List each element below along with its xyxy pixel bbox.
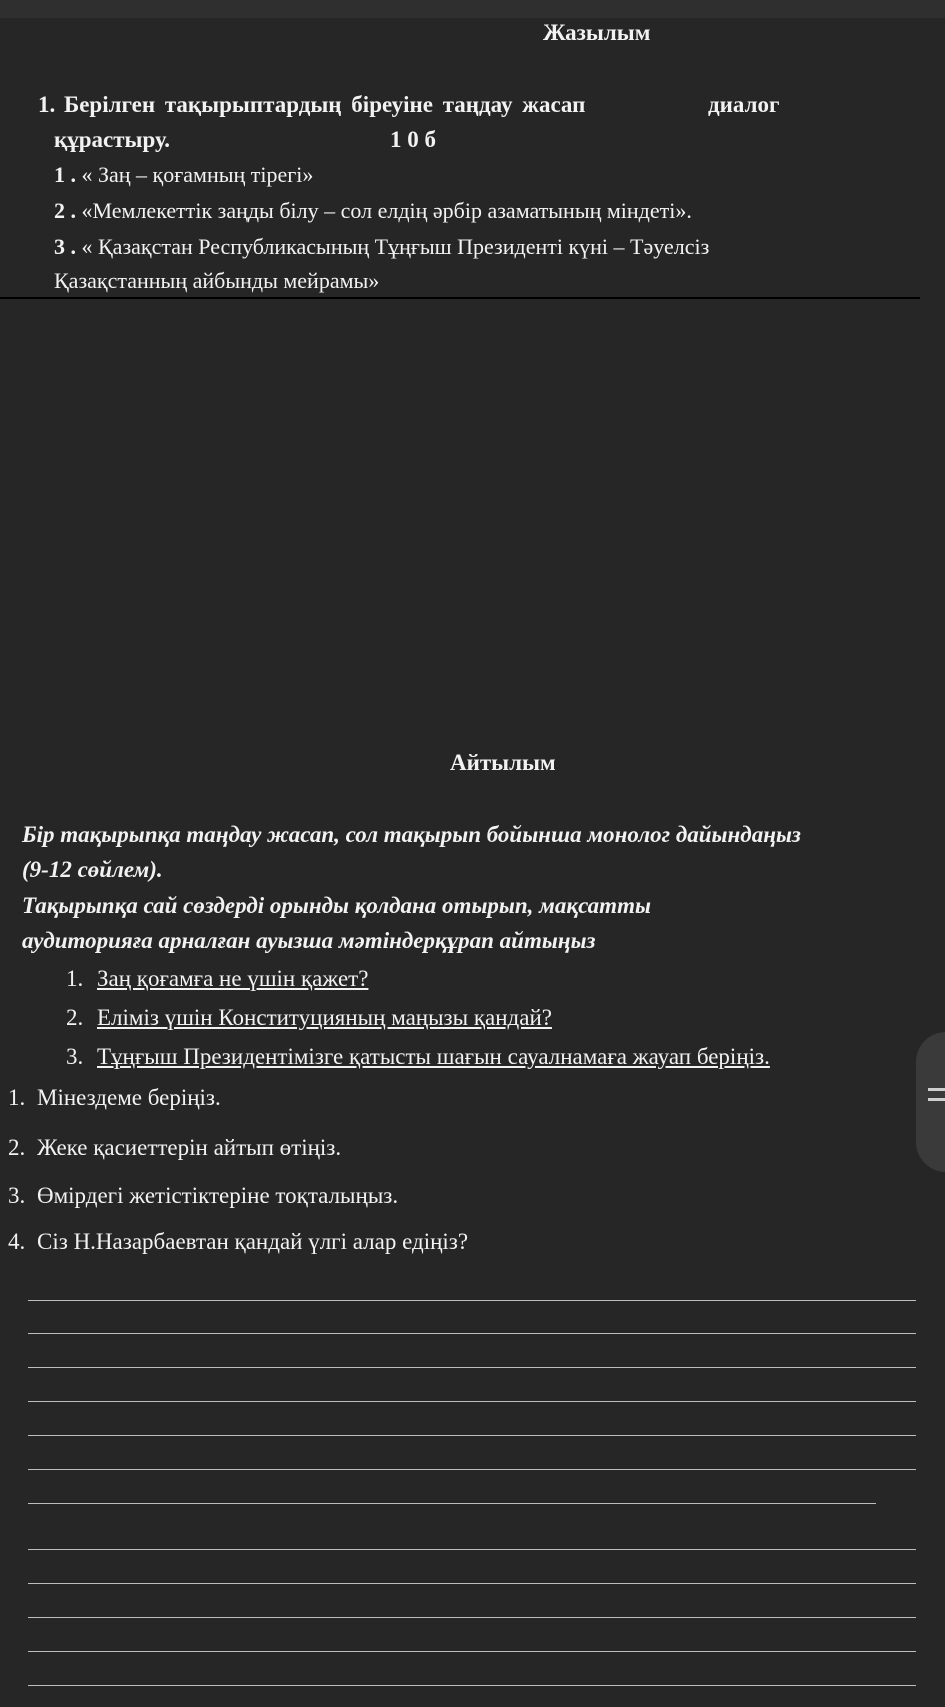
answer-line xyxy=(28,1367,916,1368)
sub-question-3 xyxy=(8,1183,398,1209)
instruction-line-2: (9-12 сөйлем). xyxy=(22,857,163,882)
question-number: 2. xyxy=(66,1005,84,1030)
answer-line xyxy=(28,1503,876,1504)
sub-question-text: Мінездеме беріңіз. xyxy=(37,1085,221,1110)
sub-question-1 xyxy=(8,1085,221,1111)
topic-item-1 xyxy=(54,162,313,188)
score: 1 0 б xyxy=(390,127,436,152)
topic-item-2 xyxy=(54,198,692,224)
task-text-line2: құрастыру. xyxy=(54,127,170,152)
answer-line xyxy=(28,1435,916,1436)
section-divider xyxy=(0,297,920,299)
question-number: 1. xyxy=(66,966,84,991)
question-item-1 xyxy=(66,966,368,992)
topic-number: 1 . xyxy=(54,162,76,187)
topic-text: «Мемлекеттік заңды білу – сол елдің әрбір азаматының міндеті». xyxy=(81,198,692,223)
question-number: 3. xyxy=(66,1044,84,1069)
sub-question-number: 3. xyxy=(8,1183,26,1208)
instruction-line-4: аудиторияға арналған ауызша мәтіндерқұрап айтыңыз xyxy=(22,928,596,953)
sub-question-text: Сіз Н.Назарбаевтан қандай үлгі алар едіңіз? xyxy=(37,1229,469,1254)
topic-number: 3 . xyxy=(54,234,76,259)
task-number: 1. xyxy=(38,92,56,117)
task-text: Берілген тақырыптардың біреуіне таңдау жасап xyxy=(64,92,586,117)
side-panel-handle[interactable] xyxy=(916,1032,945,1172)
answer-line xyxy=(28,1617,916,1618)
sub-question-4 xyxy=(8,1229,468,1255)
question-item-2 xyxy=(66,1005,552,1031)
task-text-tail: диалог xyxy=(708,92,780,117)
topic-item-3-line2: Қазақстанның айбынды мейрамы» xyxy=(54,268,380,293)
writing-heading: Жазылым xyxy=(543,20,651,45)
question-text: Еліміз үшін Конституцияның маңызы қандай? xyxy=(97,1005,552,1030)
sub-question-number: 4. xyxy=(8,1229,26,1254)
sub-question-2 xyxy=(8,1135,341,1161)
answer-line xyxy=(28,1583,916,1584)
answer-line xyxy=(28,1333,916,1334)
answer-line xyxy=(28,1549,916,1550)
sub-question-text: Өмірдегі жетістіктеріне тоқталыңыз. xyxy=(37,1183,399,1208)
instruction-line-1: Бір тақырыпқа таңдау жасап, сол тақырып бойынша монолог дайындаңыз xyxy=(22,822,801,847)
topic-text: « Қазақстан Республикасының Тұңғыш Президенті күні – Тәуелсіз xyxy=(81,234,710,259)
topic-number: 2 . xyxy=(54,198,76,223)
speaking-heading: Айтылым xyxy=(450,750,556,775)
sub-question-number: 1. xyxy=(8,1085,26,1110)
topic-text: « Заң – қоғамның тірегі» xyxy=(81,162,314,187)
answer-line xyxy=(28,1300,916,1301)
topic-item-3 xyxy=(54,234,709,260)
question-text: Тұңғыш Президентімізге қатысты шағын сауалнамаға жауап беріңіз. xyxy=(97,1044,770,1069)
question-item-3 xyxy=(66,1044,770,1070)
top-bar xyxy=(0,0,945,18)
sub-question-text: Жеке қасиеттерін айтып өтіңіз. xyxy=(37,1135,342,1160)
answer-line xyxy=(28,1685,916,1686)
answer-line xyxy=(28,1401,916,1402)
answer-line xyxy=(28,1651,916,1652)
question-text: Заң қоғамға не үшін қажет? xyxy=(97,966,369,991)
answer-line xyxy=(28,1469,916,1470)
sub-question-number: 2. xyxy=(8,1135,26,1160)
instruction-line-3: Тақырыпқа сай сөздерді орынды қолдана отырып, мақсатты xyxy=(22,893,651,918)
